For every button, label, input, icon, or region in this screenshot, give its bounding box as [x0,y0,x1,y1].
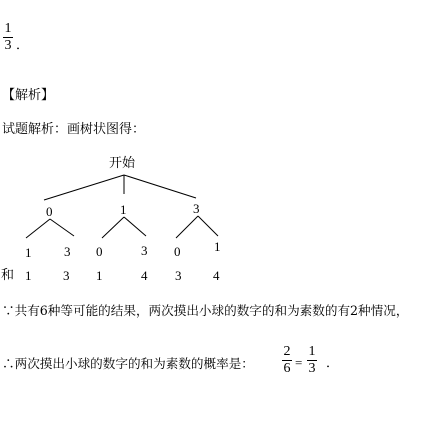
tree-edge [124,217,146,236]
tree-edge [176,216,198,238]
conclusion-suffix: ． [326,356,340,371]
tree-level2-node: 3 [141,243,148,258]
answer-denominator: 3 [4,38,12,53]
tree-edge [50,219,74,236]
fraction1-denominator: 6 [283,361,291,376]
sum-value: 1 [96,268,103,283]
tree-level2-node: 1 [25,245,32,260]
equals-sign: = [295,355,303,370]
analysis-intro: 试题解析：画树状图得： [2,122,146,137]
tree-edge [102,217,124,238]
answer-suffix: ． [16,38,30,53]
fraction2-numerator: 1 [308,344,316,359]
tree-edge [124,175,196,198]
tree-level1-node: 0 [46,204,53,219]
fraction2-denominator: 3 [308,361,316,376]
explanation-line: ∵共有6种等可能的结果，两次摸出小球的数字的和为素数的有2种情况， [2,303,409,318]
tree-level1-node: 3 [193,201,200,216]
sum-value: 3 [63,268,70,283]
sum-label: 和 [1,268,15,283]
sum-value: 4 [141,268,148,283]
tree-edge [198,216,218,236]
section-heading: 【解析】 [2,88,55,103]
sum-value: 3 [175,268,182,283]
fraction1-numerator: 2 [283,344,291,359]
answer-numerator: 1 [4,21,12,36]
conclusion-fraction-1 [282,345,292,376]
tree-edge [26,219,50,238]
conclusion-fraction-2 [307,345,317,376]
sum-value: 4 [213,268,220,283]
tree-level2-node: 3 [64,244,71,259]
tree-level2-node: 0 [96,244,103,259]
tree-level2-node: 0 [174,244,181,259]
tree-level2-node: 1 [214,239,221,254]
tree-edge [44,175,124,200]
sum-value: 1 [25,268,32,283]
tree-root: 开始 [109,156,136,171]
conclusion-prefix: ∴两次摸出小球的数字的和为素数的概率是： [2,356,254,371]
tree-level1-node: 1 [120,202,127,217]
